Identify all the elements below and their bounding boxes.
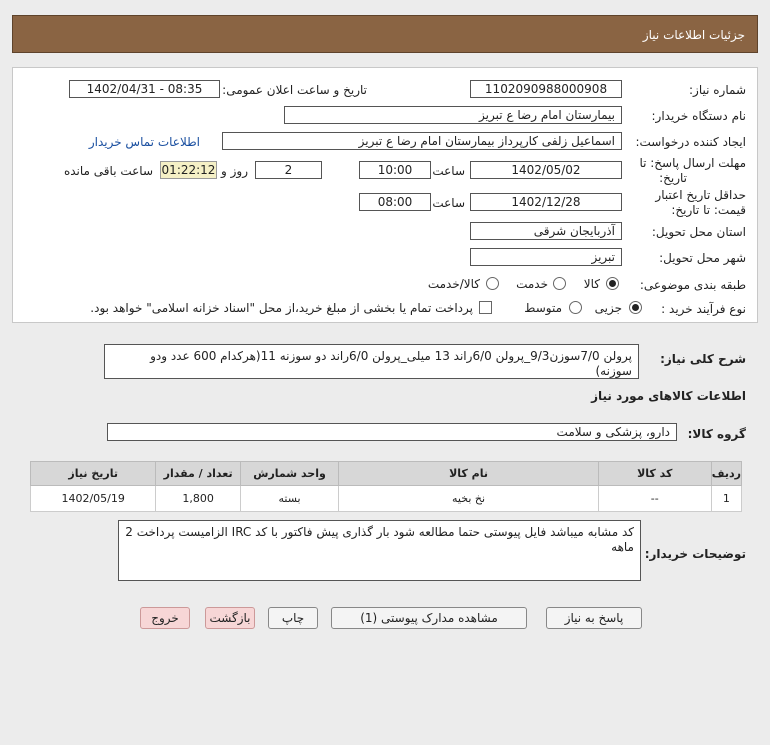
table-row: [31, 486, 742, 512]
reply-time-field: 10:00: [359, 161, 431, 179]
reply-button[interactable]: پاسخ به نیاز: [546, 607, 642, 629]
category-radio-goods-service[interactable]: [486, 277, 499, 290]
cell-unit: بسته: [240, 486, 338, 512]
attachments-button[interactable]: مشاهده مدارک پیوستی (1): [331, 607, 527, 629]
col-header-unit: واحد شمارش: [240, 462, 338, 486]
need-number-field: 1102090988000908: [470, 80, 622, 98]
goods-group-field: دارو، پزشکی و سلامت: [107, 423, 677, 441]
cell-code: --: [598, 486, 711, 512]
province-label: استان محل تحویل:: [651, 225, 746, 239]
page-title: جزئیات اطلاعات نیاز: [642, 28, 745, 42]
process-radio-minor[interactable]: [629, 301, 642, 314]
cell-date: 1402/05/19: [31, 486, 156, 512]
goods-group-label: گروه کالا:: [687, 427, 746, 441]
print-button[interactable]: چاپ: [268, 607, 318, 629]
requester-label: ایجاد کننده درخواست:: [635, 135, 746, 149]
reply-date-field: 1402/05/02: [470, 161, 622, 179]
back-button[interactable]: بازگشت: [205, 607, 255, 629]
col-header-date: تاریخ نیاز: [31, 462, 156, 486]
buyer-notes-text: کد مشابه میباشد فایل پیوستی حتما مطالعه شود بار گذاری پیش فاکتور با کد IRC الزامیست پرداخت 2 ماهه: [118, 520, 641, 581]
contact-info-link[interactable]: اطلاعات تماس خریدار: [88, 135, 200, 149]
buyer-org-field: بیمارستان امام رضا ع تبریز: [284, 106, 622, 124]
reply-deadline-label-date: تاریخ:: [659, 171, 687, 185]
validity-date-field: 1402/12/28: [470, 193, 622, 211]
process-radio-medium[interactable]: [569, 301, 582, 314]
category-option-goods-service: کالا/خدمت: [427, 277, 480, 291]
col-header-name: نام کالا: [339, 462, 598, 486]
city-field: تبریز: [470, 248, 622, 266]
validity-label: حداقل تاریخ اعتبار: [655, 188, 746, 202]
category-label: طبقه بندی موضوعی:: [639, 278, 746, 292]
treasury-note: پرداخت تمام یا بخشی از مبلغ خرید،از محل "اسناد خزانه اسلامی" خواهد بود.: [90, 301, 473, 315]
col-header-code: کد کالا: [598, 462, 711, 486]
announce-label: تاریخ و ساعت اعلان عمومی:: [222, 83, 367, 97]
reply-deadline-label: مهلت ارسال پاسخ: تا: [639, 156, 746, 170]
description-text: پرولن 7/0سوزن9/3_پرولن 6/0راند 13 میلی_پرولن 6/0راند دو سوزنه 11(هرکدام 600 عدد ودو سوزنه): [104, 344, 639, 379]
category-radio-service[interactable]: [553, 277, 566, 290]
requester-field: اسماعیل زلفی کارپرداز بیمارستان امام رضا ع تبریز: [222, 132, 622, 150]
treasury-checkbox[interactable]: [479, 301, 492, 314]
goods-section-title: اطلاعات کالاهای مورد نیاز: [591, 389, 746, 403]
validity-time-field: 08:00: [359, 193, 431, 211]
cell-qty: 1,800: [156, 486, 240, 512]
days-field: 2: [255, 161, 322, 179]
process-option-minor: جزیی: [594, 301, 622, 315]
col-header-row: ردیف: [711, 462, 741, 486]
buyer-org-label: نام دستگاه خریدار:: [651, 109, 746, 123]
validity-label-date: قیمت: تا تاریخ:: [671, 203, 746, 217]
process-option-medium: متوسط: [524, 301, 562, 315]
cell-row: 1: [711, 486, 741, 512]
need-number-label: شماره نیاز:: [689, 83, 746, 97]
reply-time-label: ساعت: [432, 164, 465, 178]
validity-time-label: ساعت: [432, 196, 465, 210]
buyer-notes-label: توضیحات خریدار:: [644, 547, 746, 561]
province-field: آذربایجان شرقی: [470, 222, 622, 240]
category-radio-goods[interactable]: [606, 277, 619, 290]
cell-name: نخ بخیه: [339, 486, 598, 512]
category-option-service: خدمت: [516, 277, 548, 291]
city-label: شهر محل تحویل:: [659, 251, 746, 265]
exit-button[interactable]: خروج: [140, 607, 190, 629]
days-label: روز و: [221, 164, 248, 178]
description-label: شرح کلی نیاز:: [660, 352, 746, 366]
goods-table: [30, 461, 742, 512]
remaining-time-field: 01:22:12: [161, 163, 216, 177]
col-header-qty: تعداد / مقدار: [156, 462, 240, 486]
remaining-label: ساعت باقی مانده: [63, 164, 153, 178]
announce-field: 1402/04/31 - 08:35: [69, 80, 220, 98]
process-label: نوع فرآیند خرید :: [661, 302, 746, 316]
page-header: [12, 15, 758, 53]
category-option-goods: کالا: [583, 277, 600, 291]
